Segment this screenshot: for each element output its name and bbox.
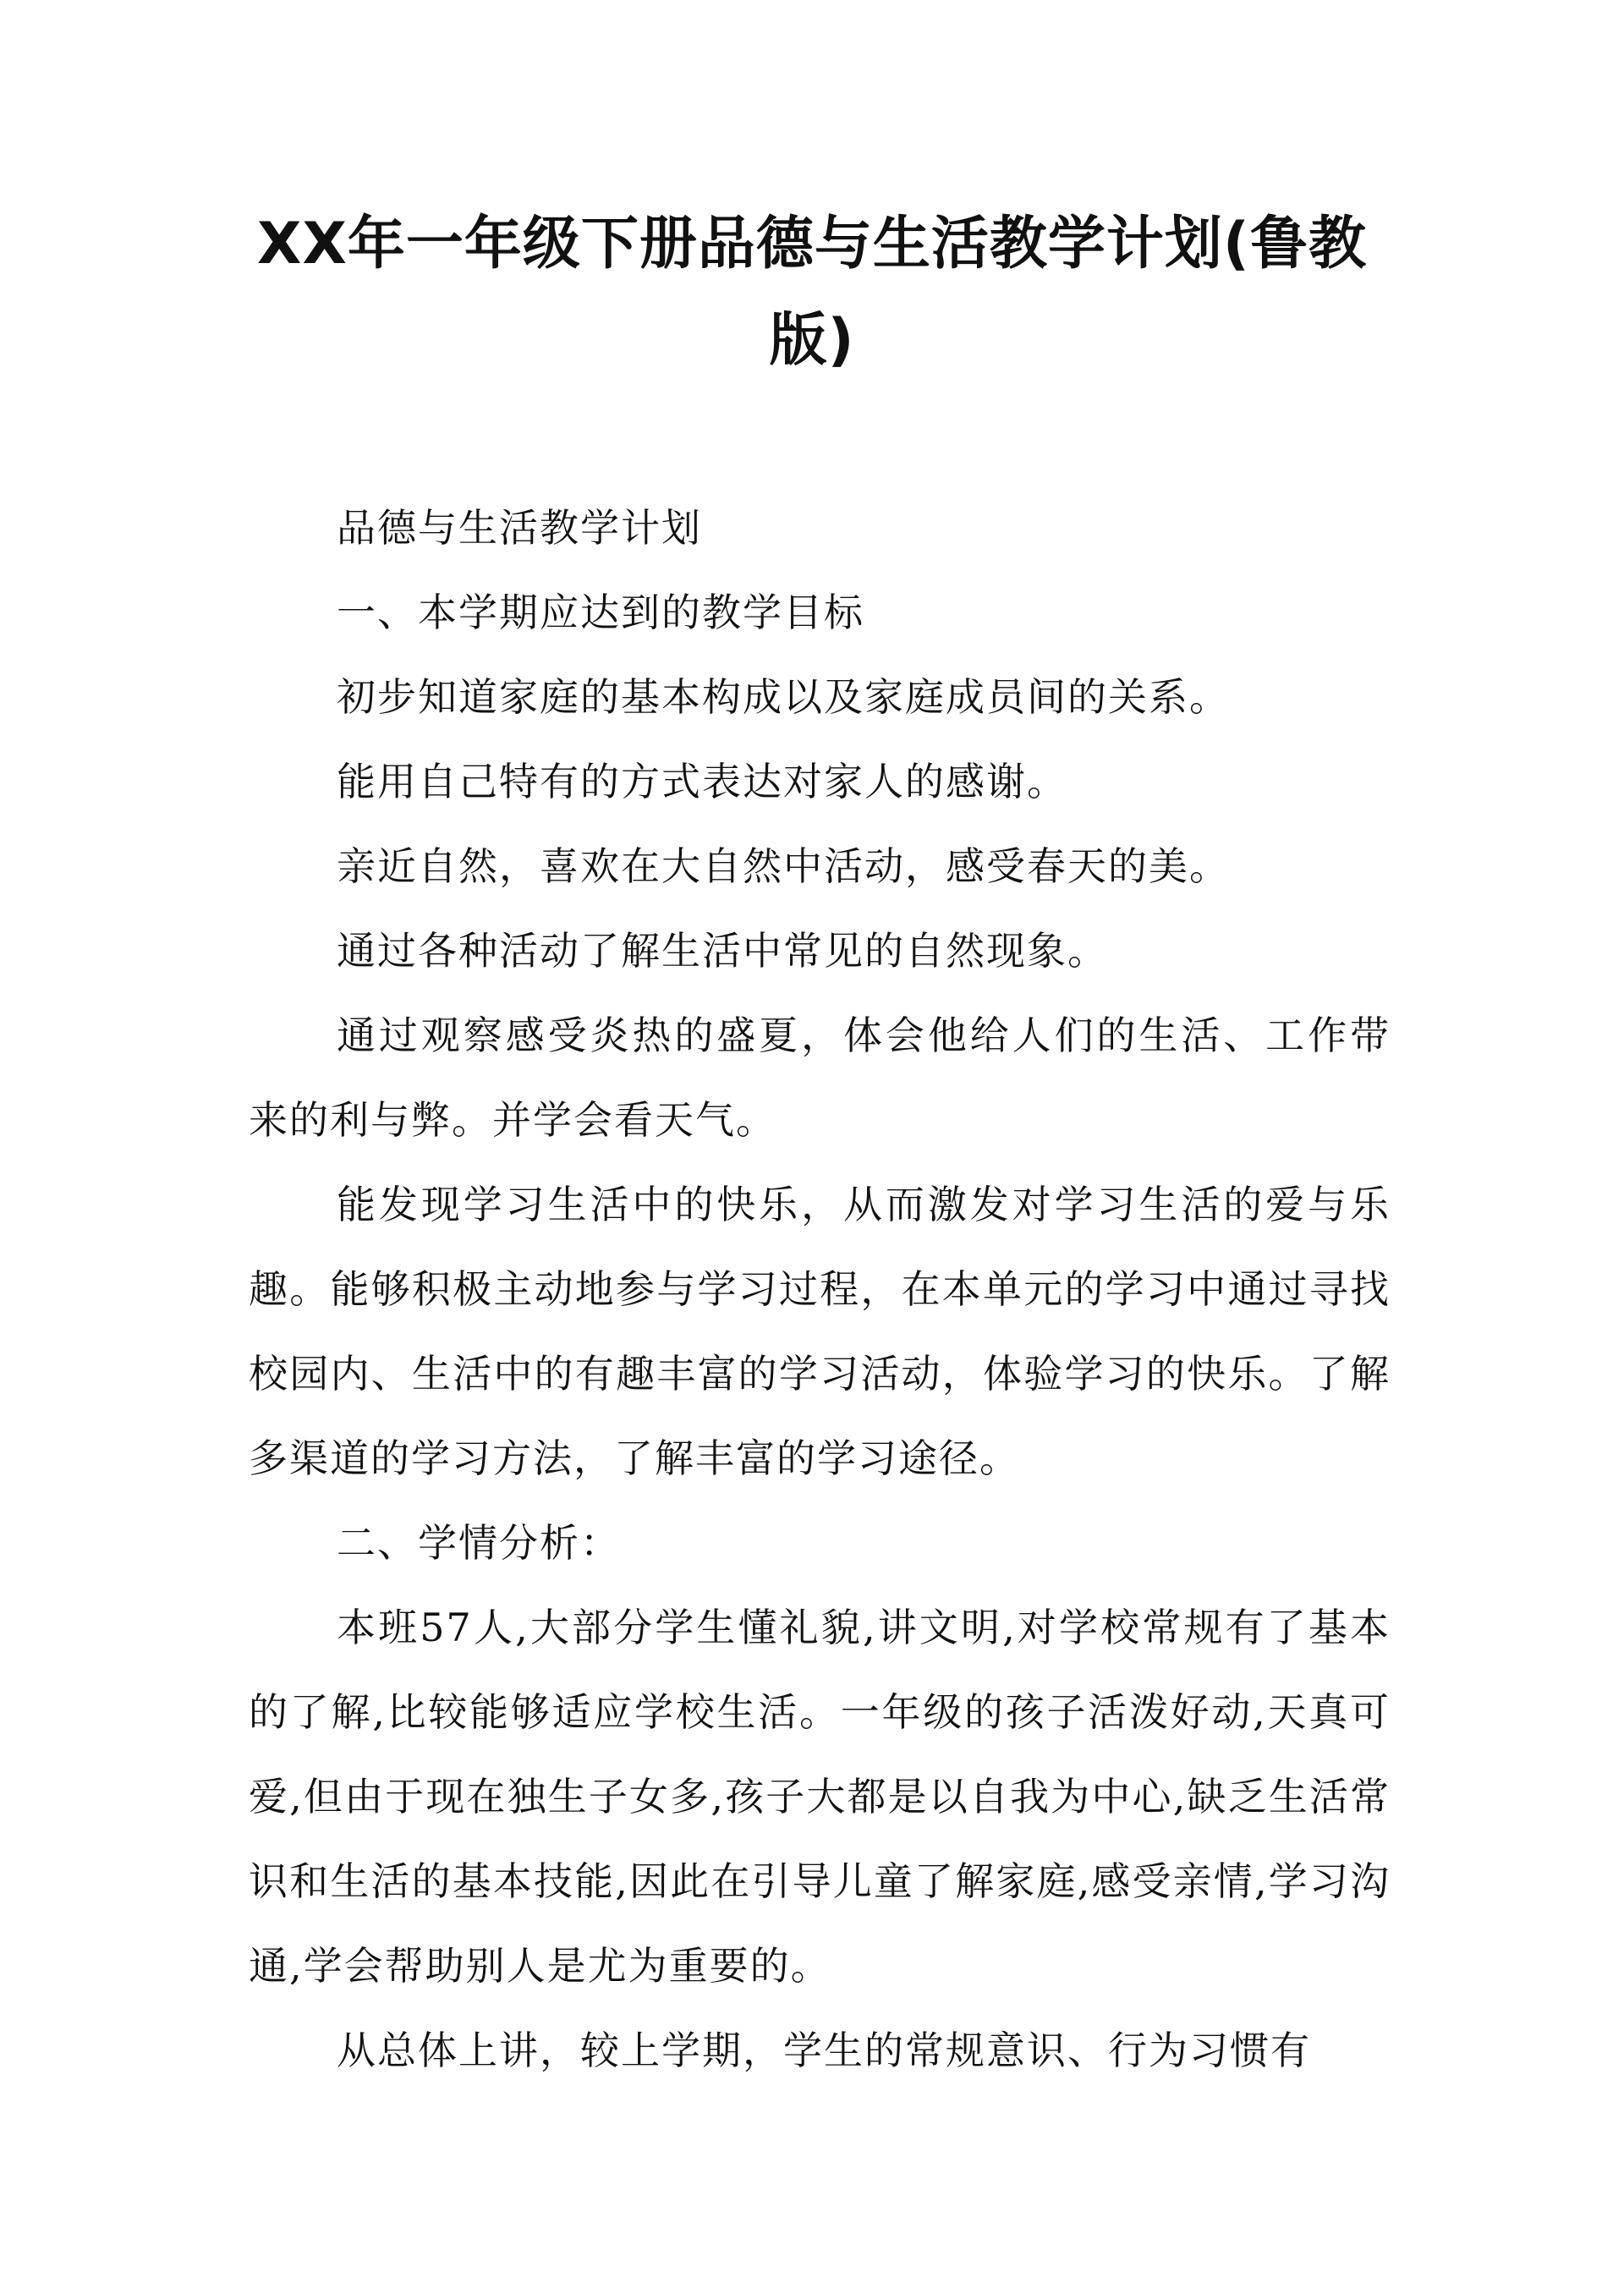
paragraph: 通过观察感受炎热的盛夏，体会他给人们的生活、工作带来的利与弊。并学会看天气。 [249,1013,1391,1143]
paragraph-goals-heading: 一、本学期应达到的教学目标 [337,590,864,635]
paragraph-section-heading: 品德与生活教学计划 [337,505,702,551]
paragraph: 亲近自然，喜欢在大自然中活动，感受春天的美。 [337,843,1230,889]
document-title: XX年一年级下册品德与生活教学计划(鲁教版) [257,211,1367,374]
paragraph: 能用自己特有的方式表达对家人的感谢。 [337,759,1067,804]
paragraph: 从总体上讲，较上学期，学生的常规意识、行为习惯有 [337,2028,1311,2073]
paragraph-analysis-heading: 二、学情分析： [337,1520,621,1566]
paragraph: 通过各种活动了解生活中常见的自然现象。 [337,928,1108,974]
paragraph: 初步知道家庭的基本构成以及家庭成员间的关系。 [337,674,1230,720]
document-body [249,486,1391,2093]
paragraph: 本班57人,大部分学生懂礼貌,讲文明,对学校常规有了基本的了解,比较能够适应学校生活。一年级的孩子活泼好动,天真可爱,但由于现在独生子女多,孩子大都是以自我为中心,缺乏生活常识和生活的基本技能,因此在引导儿童了解家庭,感受亲情,学习沟通,学会帮助别人是尤为重要的。 [249,1605,1391,1989]
paragraph: 能发现学习生活中的快乐，从而激发对学习生活的爱与乐趣。能够积极主动地参与学习过程，在本单元的学习中通过寻找校园内、生活中的有趣丰富的学习活动，体验学习的快乐。了解多渠道的学习方法，了解丰富的学习途径。 [249,1182,1391,1481]
